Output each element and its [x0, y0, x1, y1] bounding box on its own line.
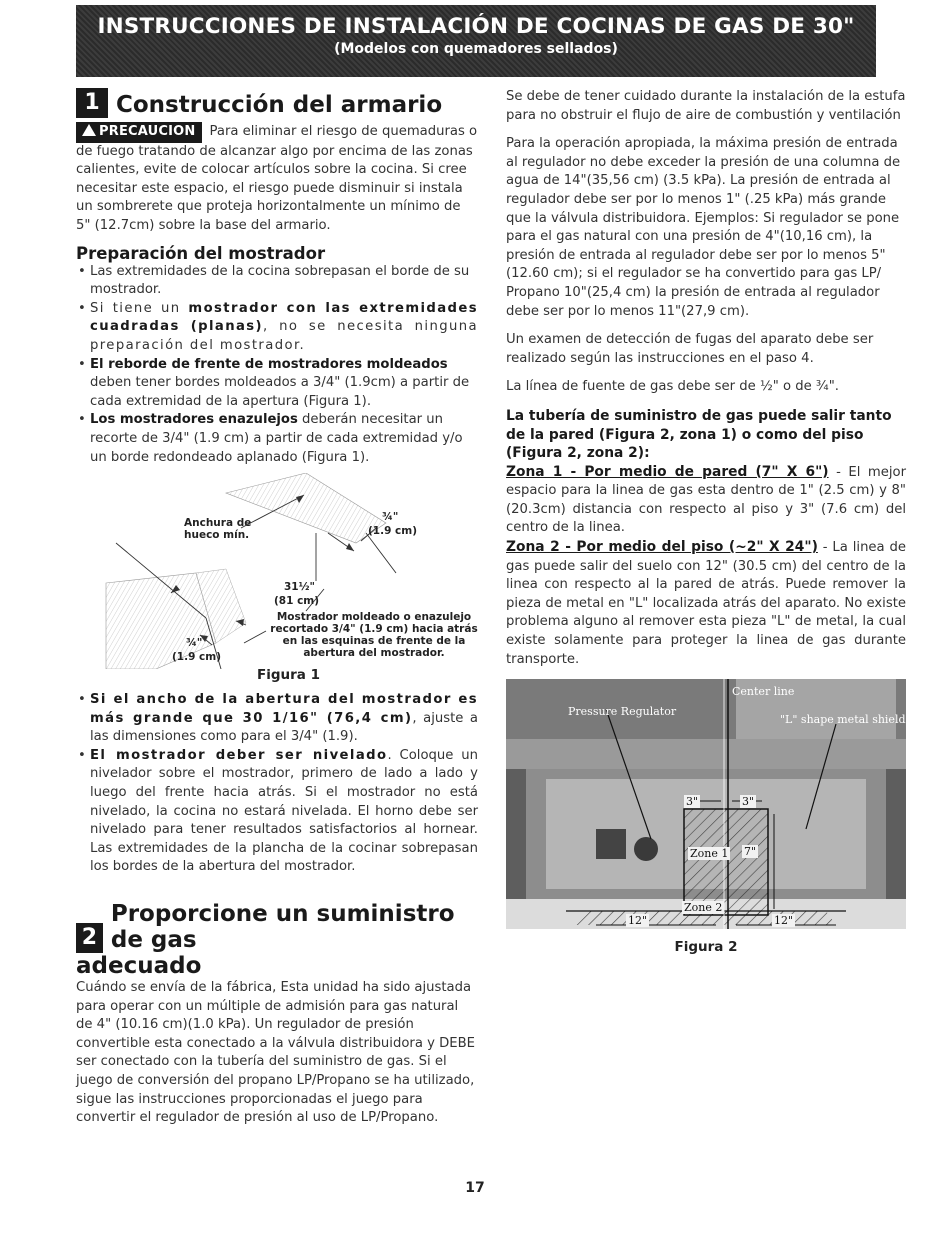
- figure-2-caption: Figura 2: [674, 939, 738, 956]
- warning-paragraph: [76, 122, 478, 236]
- fig2-dim-12-right: 12": [774, 914, 794, 928]
- fig2-zone-2-label: Zone 2: [684, 901, 723, 915]
- banner-subtitle: (Modelos con quemadores sellados): [334, 41, 618, 57]
- left-column: [76, 88, 478, 1128]
- section-1-heading: [76, 88, 478, 118]
- fig1-label-34-bottom: ¾": [186, 637, 203, 650]
- leak-test-paragraph: Un examen de detección de fugas del aparato debe ser realizado según las instrucciones en el paso 4.: [506, 332, 874, 366]
- fig1-label-19-top: (1.9 cm): [368, 525, 418, 538]
- caution-badge: PRECAUCION: [76, 122, 202, 143]
- pressure-paragraph: Para la operación apropiada, la máxima presión de entrada al regulador no debe exceder la presión de una columna de agua de 14"(35,56 cm) (3.5 kPa). La presión de entrada al regulador debe ser por lo menos 1" (.25 kPa) más grande que la válvula distribuidora. Ejemplos: Si regulador se pone para el gas natural con una presión de 4"(10,16 cm), la presión de entrada al regulador debe ser por lo menos 5"(12.60 cm); si el regulador se ha convertido para gas LP/ Propano 10"(25,4 cm) la presión de entrada al regulador debe ser por lo menos 11"(27,9 cm).: [506, 136, 901, 319]
- section-1-number: 1: [76, 88, 108, 118]
- fig2-center-line-label: Center line: [732, 685, 795, 699]
- fig2-dim-7: 7": [744, 845, 757, 859]
- section-2-title-line1: Proporcione un suministro de gas: [110, 901, 455, 954]
- fig1-label-31: 31½": [284, 581, 315, 594]
- list-item: • El mostrador deber ser nivelado. Coloque un nivelador sobre el mostrador, primero de lado a lado y luego del frente hacia atrás. Si el mostrador no está nivelado, la cocina no estará nivelada. El horno debe ser nivelado para tener resultados satisfactorios al hornear. Las extremidades de la plancha de la cocinar sobrepasan los bordes de la abertura del mostrador.: [76, 747, 478, 877]
- banner-title: INSTRUCCIONES DE INSTALACIÓN DE COCINAS DE GAS DE 30": [97, 14, 855, 39]
- zone-1-heading: Zona 1 - Por medio de pared (7" X 6"): [506, 463, 829, 480]
- zone-2-heading: Zona 2 - Por medio del piso (~2" X 24"): [506, 539, 818, 556]
- list-item: • Las extremidades de la cocina sobrepasan el borde de su mostrador.: [76, 263, 478, 300]
- list-item: • Si el ancho de la abertura del mostrador es más grande que 30 1/16" (76,4 cm), ajuste a las dimensiones como para el 3/4" (1.9).: [76, 691, 478, 747]
- countertop-bullets: [76, 263, 478, 468]
- zone-2-paragraph: Zona 2 - Por medio del piso (~2" X 24") - La linea de gas puede salir del suelo con 12" (30.5 cm) del centro de la linea con respecto al la pared de atrás. Puede remover la pieza de metal en "L" localizada atrás del aparato. No existe problema alguno al remover esta pieza "L" de metal, la cual existe solamente para proteger la linea de gas durante transporte.: [506, 539, 906, 667]
- page-banner: [76, 5, 876, 77]
- supply-line-paragraph: La tubería de suministro de gas puede salir tanto de la pared (Figura 2, zona 1) o como del piso (Figura 2, zona 2):: [506, 407, 892, 462]
- list-item: • El reborde de frente de mostradores moldeados deben tener bordes moldeados a 3/4" (1.9cm) a partir de cada extremidad de la apertura (Figura 1).: [76, 356, 478, 412]
- figure-2-photo: [506, 679, 906, 929]
- list-item: • Los mostradores enazulejos deberán necesitar un recorte de 3/4" (1.9 cm) a partir de cada extremidad y/o un borde redondeado aplanado (Figura 1).: [76, 411, 478, 467]
- list-item: • Si tiene un mostrador con las extremidades cuadradas (planas), no se necesita ninguna preparación del mostrador.: [76, 300, 478, 356]
- subsection-title: Preparación del mostrador: [76, 243, 326, 263]
- fig2-dim-12-left: 12": [628, 914, 648, 928]
- section-2-text: Cuándo se envía de la fábrica, Esta unidad ha sido ajustada para operar con un múltiple de admisión para gas natural de 4" (10.16 cm)(1.0 kPa). Un regulador de presión convertible esta conectado a la válvula distribuidora y DEBE ser conectado con la tubería del suministro de gas. Si el juego de conversión del propano LP/Propano se ha utilizado, sigue las instrucciones proporcionadas el juego para convertir el regulador de presión al uso de LP/Propano.: [76, 980, 475, 1126]
- fig1-label-width: Anchura de hueco mín.: [184, 517, 252, 542]
- fig1-label-molded: Mostrador moldeado o enazulejo recortado 3/4" (1.9 cm) hacia atrás en las esquinas de frente de la abertura del mostrador.: [270, 611, 478, 660]
- section-2-number: 2: [76, 923, 103, 953]
- fig2-pressure-regulator-label: Pressure Regulator: [568, 705, 677, 719]
- fig2-dim-3-right: 3": [742, 795, 755, 809]
- zone-1-paragraph: Zona 1 - Por medio de pared (7" X 6") - El mejor espacio para la linea de gas esta dentro de 1" (2.5 cm) y 8" (20.3cm) distancia con respecto al piso y 3" (7.6 cm) del centro de la linea.: [506, 463, 906, 536]
- fig1-label-81: (81 cm): [274, 595, 320, 608]
- fig2-l-shield-label: "L" shape metal shield: [780, 713, 906, 727]
- gas-line-size-paragraph: La línea de fuente de gas debe ser de ½" o de ¾".: [506, 379, 839, 395]
- section-2-heading: [76, 901, 478, 953]
- fig1-label-19-bottom: (1.9 cm): [172, 651, 222, 664]
- figure-1-caption: Figura 1: [257, 667, 320, 684]
- fig1-label-34-top: ¾": [382, 511, 399, 524]
- countertop-bullets-continued: [76, 691, 478, 877]
- section-2-title-line2: adecuado: [76, 953, 202, 980]
- page-number: 17: [465, 1180, 485, 1196]
- ventilation-paragraph: Se debe de tener cuidado durante la instalación de la estufa para no obstruir el flujo de aire de combustión y ventilación: [506, 89, 906, 123]
- warning-triangle-icon: [82, 124, 96, 136]
- figure-1: [76, 473, 478, 685]
- warning-text: Para eliminar el riesgo de quemaduras o de fuego tratando de alcanzar algo por encima de las zonas calientes, evite de colocar artículos sobre la cocina. Si cree necesitar este espacio, el riesgo puede disminuir si instala un sombrerete que proteja horizontalmente un mínimo de 5" (12.7cm) sobre la base del armario.: [76, 124, 478, 233]
- right-column: [506, 88, 906, 955]
- fig2-dim-3-left: 3": [686, 795, 699, 809]
- section-1-title: Construcción del armario: [116, 92, 443, 118]
- fig2-zone-1-label: Zone 1: [690, 847, 729, 861]
